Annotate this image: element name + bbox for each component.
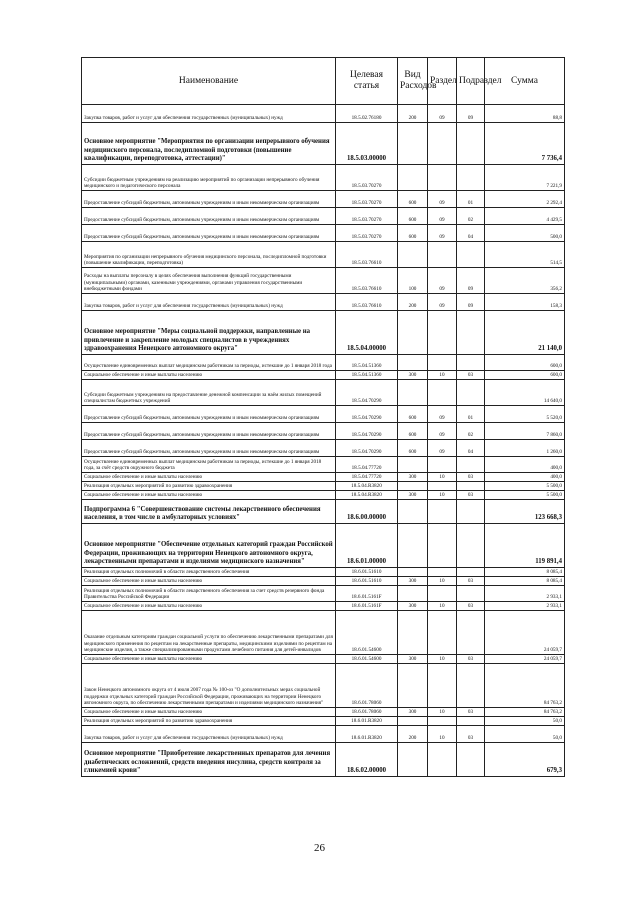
cell-code: 18.6.01.54600 [336, 611, 398, 655]
cell-rz [428, 568, 457, 577]
cell-pr [457, 123, 485, 165]
cell-pr: 04 [457, 440, 485, 457]
cell-vid [398, 586, 428, 602]
cell-code: 18.6.01.R3820 [336, 726, 398, 743]
table-row [82, 191, 565, 208]
cell-name: Предоставление субсидий бюджетным, автономным учреждениям и иным некоммерческим организациям [82, 191, 336, 208]
table-row [82, 586, 565, 602]
cell-name: Закупка товаров, работ и услуг для обеспечения государственных (муниципальных) нужд [82, 726, 336, 743]
cell-sum: 7 736,4 [485, 123, 565, 165]
cell-name: Предоставление субсидий бюджетным, автономным учреждениям и иным некоммерческим организациям [82, 225, 336, 242]
cell-pr [457, 717, 485, 726]
cell-rz: 09 [428, 105, 457, 123]
table-header-row [82, 58, 565, 105]
cell-pr: 03 [457, 577, 485, 586]
table-row [82, 242, 565, 268]
cell-sum: 21 140,0 [485, 311, 565, 355]
table-row [82, 708, 565, 717]
cell-code: 18.5.03.00000 [336, 123, 398, 165]
table-row [82, 105, 565, 123]
table-row [82, 717, 565, 726]
cell-name: Реализация отдельных полномочий в области лекарственного обеспечения за счет средств резервного фонда Правительства Российской Федерации [82, 586, 336, 602]
table-row [82, 491, 565, 500]
cell-sum: 24 059,7 [485, 611, 565, 655]
cell-rz: 10 [428, 491, 457, 500]
table-row [82, 568, 565, 577]
cell-sum: 600,0 [485, 355, 565, 371]
cell-name: Социальное обеспечение и иные выплаты населению [82, 655, 336, 664]
cell-rz: 10 [428, 371, 457, 380]
cell-code: 18.5.03.70270 [336, 165, 398, 191]
cell-code: 18.5.04.00000 [336, 311, 398, 355]
cell-pr: 03 [457, 708, 485, 717]
cell-rz [428, 664, 457, 708]
cell-pr [457, 664, 485, 708]
cell-vid: 300 [398, 473, 428, 482]
cell-rz [428, 242, 457, 268]
cell-name: Осуществление единовременных выплат медицинским работникам за периоды, истекшие до 1 января 2018 года, за счёт средств окружного бюджета [82, 457, 336, 473]
cell-vid [398, 165, 428, 191]
cell-name: Закупка товаров, работ и услуг для обеспечения государственных (муниципальных) нужд [82, 105, 336, 123]
cell-rz: 09 [428, 440, 457, 457]
cell-vid [398, 524, 428, 568]
cell-pr: 09 [457, 294, 485, 311]
cell-sum: 2 933,1 [485, 602, 565, 611]
cell-name: Социальное обеспечение и иные выплаты населению [82, 708, 336, 717]
cell-name: Социальное обеспечение и иные выплаты населению [82, 577, 336, 586]
cell-rz [428, 355, 457, 371]
cell-pr [457, 524, 485, 568]
cell-sum: 679,3 [485, 743, 565, 777]
cell-code: 18.5.04.77720 [336, 457, 398, 473]
cell-rz [428, 743, 457, 777]
table-row [82, 743, 565, 777]
page-number: 26 [314, 842, 325, 854]
cell-vid [398, 611, 428, 655]
table-row [82, 311, 565, 355]
cell-name: Предоставление субсидий бюджетным, автономным учреждениям и иным некоммерческим организациям [82, 208, 336, 225]
cell-pr [457, 457, 485, 473]
cell-pr [457, 500, 485, 524]
table-row [82, 602, 565, 611]
cell-name: Закупка товаров, работ и услуг для обеспечения государственных (муниципальных) нужд [82, 294, 336, 311]
cell-rz [428, 717, 457, 726]
cell-vid [398, 123, 428, 165]
cell-name: Подпрограмма 6 "Совершенствование системы лекарственного обеспечения населения, в том числе в амбулаторных условиях" [82, 500, 336, 524]
cell-vid: 600 [398, 225, 428, 242]
cell-vid: 200 [398, 105, 428, 123]
table-row [82, 664, 565, 708]
cell-code: 18.5.02.76180 [336, 105, 398, 123]
cell-sum: 24 059,7 [485, 655, 565, 664]
cell-pr: 01 [457, 406, 485, 423]
cell-pr: 03 [457, 655, 485, 664]
cell-pr [457, 380, 485, 406]
cell-vid: 600 [398, 208, 428, 225]
cell-sum: 7 221,9 [485, 165, 565, 191]
cell-vid: 300 [398, 371, 428, 380]
cell-rz: 10 [428, 708, 457, 717]
cell-sum: 119 891,4 [485, 524, 565, 568]
cell-code: 18.5.03.76610 [336, 242, 398, 268]
header-sum: Сумма [485, 58, 565, 105]
cell-code: 18.5.04.77720 [336, 473, 398, 482]
cell-rz [428, 586, 457, 602]
table-row [82, 208, 565, 225]
cell-sum: 400,0 [485, 473, 565, 482]
cell-rz [428, 611, 457, 655]
cell-sum: 50,0 [485, 726, 565, 743]
cell-sum: 5 500,0 [485, 482, 565, 491]
cell-pr: 09 [457, 268, 485, 294]
cell-sum: 14 640,0 [485, 380, 565, 406]
cell-sum: 5 500,0 [485, 491, 565, 500]
cell-vid [398, 482, 428, 491]
cell-code: 18.5.04.R3820 [336, 482, 398, 491]
cell-rz: 09 [428, 191, 457, 208]
cell-vid: 300 [398, 577, 428, 586]
cell-name: Основное мероприятие "Приобретение лекарственных препаратов для лечения диабетических осложнений, средств введения инсулина, средств контроля за гликемией крови" [82, 743, 336, 777]
cell-code: 18.6.01.00000 [336, 524, 398, 568]
table-row [82, 355, 565, 371]
header-podrazdel: Подраздел [457, 58, 485, 105]
cell-pr [457, 568, 485, 577]
cell-vid [398, 664, 428, 708]
cell-rz: 10 [428, 577, 457, 586]
cell-name: Реализация отдельных полномочий в области лекарственного обеспечения [82, 568, 336, 577]
cell-code: 18.6.01.5161F [336, 586, 398, 602]
cell-vid: 600 [398, 423, 428, 440]
cell-rz: 09 [428, 406, 457, 423]
header-razdel: Раздел [428, 58, 457, 105]
cell-vid [398, 311, 428, 355]
cell-name: Основное мероприятие "Мероприятия по организации непрерывного обучения медицинского персонала, последипломной подготовки (повышение квалификации, переподготовка, аттестации)" [82, 123, 336, 165]
cell-name: Социальное обеспечение и иные выплаты населению [82, 602, 336, 611]
table-row [82, 655, 565, 664]
table-row [82, 406, 565, 423]
cell-code: 18.5.03.76610 [336, 268, 398, 294]
cell-rz: 09 [428, 423, 457, 440]
cell-pr: 02 [457, 208, 485, 225]
cell-name: Социальное обеспечение и иные выплаты населению [82, 473, 336, 482]
budget-table [81, 57, 565, 777]
cell-pr: 02 [457, 423, 485, 440]
cell-vid [398, 457, 428, 473]
cell-sum: 158,3 [485, 294, 565, 311]
cell-code: 18.5.03.70270 [336, 191, 398, 208]
cell-rz: 09 [428, 268, 457, 294]
cell-pr: 04 [457, 225, 485, 242]
cell-vid: 600 [398, 406, 428, 423]
cell-sum: 400,0 [485, 457, 565, 473]
cell-rz: 09 [428, 208, 457, 225]
cell-sum: 356,2 [485, 268, 565, 294]
cell-pr: 09 [457, 105, 485, 123]
table-row [82, 457, 565, 473]
cell-name: Предоставление субсидий бюджетным, автономным учреждениям и иным некоммерческим организациям [82, 406, 336, 423]
cell-code: 18.5.03.76610 [336, 294, 398, 311]
cell-rz: 10 [428, 655, 457, 664]
cell-code: 18.5.04.R3820 [336, 491, 398, 500]
cell-name: Мероприятия по организации непрерывного обучения медицинского персонала, последипломной подготовки (повышение квалификации, переподготовка) [82, 242, 336, 268]
table-row [82, 294, 565, 311]
cell-vid [398, 568, 428, 577]
cell-sum: 88,8 [485, 105, 565, 123]
table-row [82, 726, 565, 743]
cell-vid [398, 500, 428, 524]
cell-code: 18.6.01.R3820 [336, 717, 398, 726]
table-row [82, 423, 565, 440]
cell-code: 18.6.00.00000 [336, 500, 398, 524]
table-row [82, 500, 565, 524]
cell-code: 18.6.01.78060 [336, 708, 398, 717]
budget-table-container [81, 57, 564, 777]
cell-vid: 300 [398, 602, 428, 611]
cell-sum: 84 763,2 [485, 708, 565, 717]
cell-pr: 03 [457, 602, 485, 611]
cell-pr [457, 311, 485, 355]
cell-vid: 200 [398, 294, 428, 311]
table-body [82, 105, 565, 777]
cell-sum: 50,0 [485, 717, 565, 726]
cell-name: Закон Ненецкого автономного округа от 4 июля 2007 года № 100-оз "О дополнительных мерах социальной поддержки отдельных категорий граждан Российской Федерации, проживающих на территории Ненецкого автономного округа, по обеспечению лекарственными препаратами и изделиями медицинского назначения" [82, 664, 336, 708]
table-row [82, 268, 565, 294]
cell-code: 18.6.01.5161F [336, 602, 398, 611]
cell-code: 18.5.04.70290 [336, 406, 398, 423]
cell-pr: 03 [457, 491, 485, 500]
table-row [82, 165, 565, 191]
cell-pr [457, 355, 485, 371]
table-row [82, 611, 565, 655]
cell-vid: 600 [398, 440, 428, 457]
cell-name: Оказание отдельным категориям граждан социальной услуги по обеспечению лекарственными препаратами для медицинского применения по рецептам на лекарственные препараты, медицинскими изделиями по рецептам на медицинские изделия, а также специализированными продуктами лечебного питания для детей-инвалидов [82, 611, 336, 655]
table-row [82, 225, 565, 242]
table-row [82, 380, 565, 406]
cell-code: 18.5.04.70290 [336, 380, 398, 406]
cell-rz: 09 [428, 225, 457, 242]
cell-sum: 600,0 [485, 371, 565, 380]
cell-pr [457, 586, 485, 602]
cell-rz: 10 [428, 726, 457, 743]
cell-name: Предоставление субсидий бюджетным, автономным учреждениям и иным некоммерческим организациям [82, 440, 336, 457]
table-row [82, 440, 565, 457]
cell-pr [457, 165, 485, 191]
cell-vid [398, 380, 428, 406]
cell-vid [398, 743, 428, 777]
cell-sum: 123 668,3 [485, 500, 565, 524]
cell-sum: 2 933,1 [485, 586, 565, 602]
header-name: Наименование [82, 58, 336, 105]
cell-name: Осуществление единовременных выплат медицинским работникам за периоды, истекшие до 1 января 2018 года [82, 355, 336, 371]
cell-vid [398, 355, 428, 371]
cell-code: 18.6.01.78060 [336, 664, 398, 708]
cell-rz [428, 165, 457, 191]
table-row [82, 371, 565, 380]
cell-sum: 2 292,4 [485, 191, 565, 208]
cell-vid: 100 [398, 268, 428, 294]
header-code: Целевая статья [336, 58, 398, 105]
cell-name: Реализация отдельных мероприятий по развитию здравоохранения [82, 482, 336, 491]
cell-code: 18.5.04.70290 [336, 440, 398, 457]
cell-code: 18.6.01.54600 [336, 655, 398, 664]
cell-pr: 03 [457, 473, 485, 482]
cell-rz [428, 500, 457, 524]
cell-rz [428, 380, 457, 406]
cell-rz: 10 [428, 602, 457, 611]
table-row [82, 473, 565, 482]
cell-sum: 1 260,0 [485, 440, 565, 457]
cell-code: 18.5.04.51360 [336, 371, 398, 380]
cell-sum: 5 520,0 [485, 406, 565, 423]
table-row [82, 524, 565, 568]
cell-name: Субсидии бюджетным учреждениям на реализацию мероприятий по организации непрерывного обучения медицинского и педагогического персонала [82, 165, 336, 191]
cell-pr [457, 743, 485, 777]
cell-sum: 84 763,2 [485, 664, 565, 708]
cell-name: Реализация отдельных мероприятий по развитию здравоохранения [82, 717, 336, 726]
cell-name: Предоставление субсидий бюджетным, автономным учреждениям и иным некоммерческим организациям [82, 423, 336, 440]
cell-pr: 03 [457, 371, 485, 380]
cell-pr [457, 242, 485, 268]
cell-name: Основное мероприятие "Меры социальной поддержки, направленные на привлечение и закрепление молодых специалистов в учреждениях здравоохранения Ненецкого автономного округа" [82, 311, 336, 355]
cell-rz [428, 123, 457, 165]
cell-code: 18.5.03.70270 [336, 208, 398, 225]
cell-name: Основное мероприятие "Обеспечение отдельных категорий граждан Российской Федерации, проживающих на территории Ненецкого автономного округа, лекарственными препаратами и изделиями медицинского назначения" [82, 524, 336, 568]
cell-sum: 8 085,4 [485, 568, 565, 577]
table-row [82, 123, 565, 165]
cell-sum: 500,0 [485, 225, 565, 242]
header-vid: Вид Расходов [398, 58, 428, 105]
cell-rz [428, 524, 457, 568]
cell-name: Субсидии бюджетным учреждениям на предоставление денежной компенсации за наём жилых помещений специалистам бюджетных учреждений [82, 380, 336, 406]
cell-pr: 01 [457, 191, 485, 208]
cell-sum: 8 085,4 [485, 577, 565, 586]
table-row [82, 577, 565, 586]
cell-code: 18.6.01.51610 [336, 577, 398, 586]
cell-rz [428, 457, 457, 473]
cell-code: 18.6.02.00000 [336, 743, 398, 777]
cell-code: 18.5.04.70290 [336, 423, 398, 440]
cell-code: 18.6.01.51610 [336, 568, 398, 577]
cell-rz [428, 482, 457, 491]
table-row [82, 482, 565, 491]
cell-vid: 300 [398, 655, 428, 664]
cell-sum: 514,5 [485, 242, 565, 268]
cell-vid: 300 [398, 491, 428, 500]
cell-vid: 200 [398, 726, 428, 743]
cell-rz: 10 [428, 473, 457, 482]
cell-code: 18.5.04.51360 [336, 355, 398, 371]
cell-vid [398, 717, 428, 726]
cell-sum: 4 429,5 [485, 208, 565, 225]
cell-pr [457, 482, 485, 491]
cell-rz [428, 311, 457, 355]
cell-rz: 09 [428, 294, 457, 311]
cell-vid: 600 [398, 191, 428, 208]
cell-name: Социальное обеспечение и иные выплаты населению [82, 371, 336, 380]
cell-pr: 03 [457, 726, 485, 743]
cell-name: Расходы на выплаты персоналу в целях обеспечения выполнения функций государственными (муниципальными) органами, казенными учреждениями, органами управления государственными внебюджетными фондами [82, 268, 336, 294]
cell-sum: 7 860,0 [485, 423, 565, 440]
cell-vid: 300 [398, 708, 428, 717]
cell-code: 18.5.03.70270 [336, 225, 398, 242]
cell-name: Социальное обеспечение и иные выплаты населению [82, 491, 336, 500]
cell-vid [398, 242, 428, 268]
cell-pr [457, 611, 485, 655]
